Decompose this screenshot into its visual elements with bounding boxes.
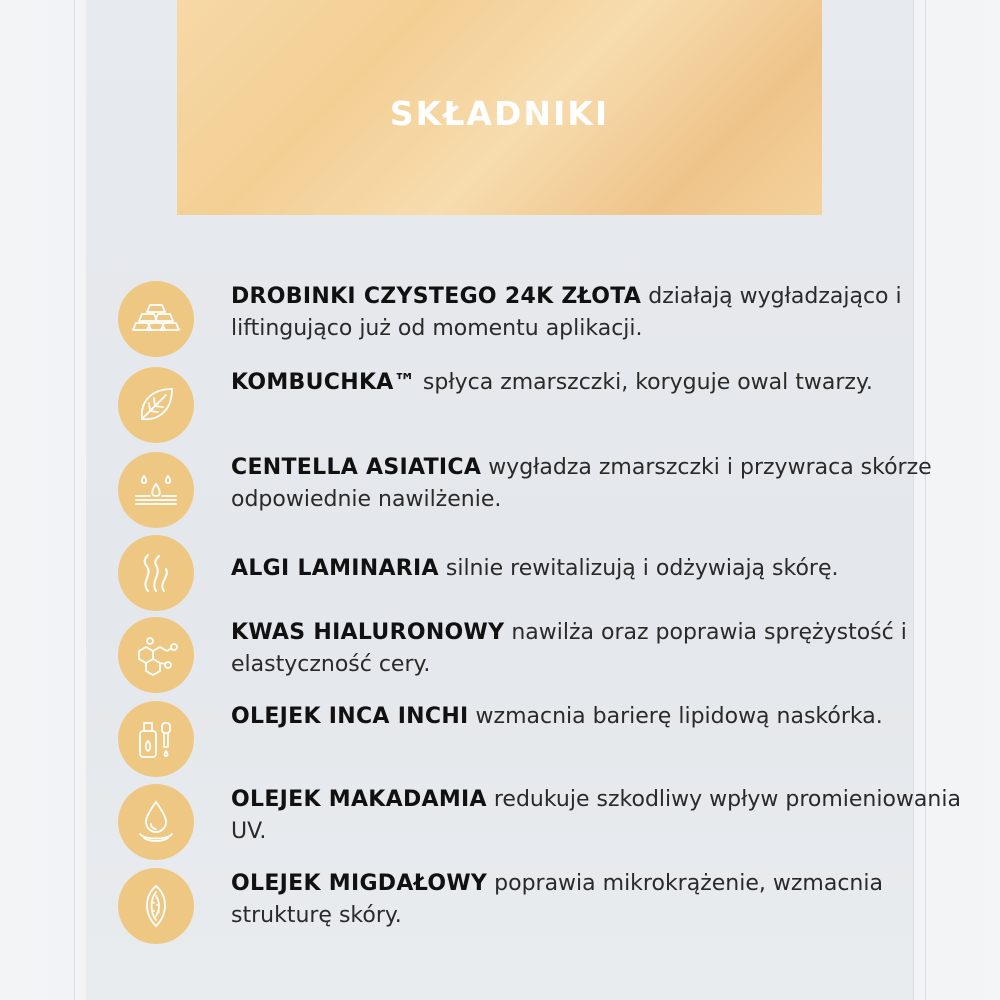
ingredient-name: OLEJEK INCA INCHI — [231, 704, 469, 729]
ingredient-name: OLEJEK MAKADAMIA — [231, 787, 487, 812]
ingredient-description: wzmacnia barierę lipidową naskórka. — [475, 704, 883, 729]
page-title: SKŁADNIKI — [389, 94, 610, 133]
ingredient-description: redukuje szkodliwy wpływ promieniowania UV. — [231, 787, 961, 844]
ingredient-text — [231, 553, 961, 585]
ingredient-name: DROBINKI CZYSTEGO 24K ZŁOTA — [231, 284, 642, 309]
ingredient-description: nawilża oraz poprawia sprężystość i elastyczność cery. — [231, 620, 907, 677]
almond-icon — [118, 868, 194, 944]
frame-line-left-outer — [74, 0, 75, 1000]
algae-icon — [118, 535, 194, 611]
ingredient-text — [231, 281, 961, 345]
ingredient-item-inca-inchi — [118, 701, 978, 781]
ingredient-item-algae — [118, 535, 978, 615]
ingredient-description: spłyca zmarszczki, koryguje owal twarzy. — [422, 370, 873, 395]
ingredient-item-macadamia — [118, 784, 978, 864]
ingredient-name: KWAS HIALURONOWY — [231, 620, 505, 645]
ingredient-item-centella — [118, 452, 978, 532]
ingredient-text — [231, 367, 961, 399]
ingredient-description: działają wygładzająco i liftingująco już od momentu aplikacji. — [231, 284, 902, 341]
ingredient-description: wygładza zmarszczki i przywraca skórze odpowiednie nawilżenie. — [231, 455, 932, 512]
water-drops-icon — [118, 452, 194, 528]
molecule-icon — [118, 617, 194, 693]
ingredient-item-gold — [118, 281, 978, 361]
ingredient-name: ALGI LAMINARIA — [231, 556, 439, 581]
leaf-icon — [118, 367, 194, 443]
ingredient-item-kombucha — [118, 367, 978, 447]
ingredient-text — [231, 784, 961, 848]
ingredient-description: silnie rewitalizują i odżywiają skórę. — [445, 556, 839, 581]
oil-bottle-icon — [118, 701, 194, 777]
ingredient-text — [231, 452, 961, 516]
gold-bars-icon — [118, 281, 194, 357]
ingredient-name: KOMBUCHKA™ — [231, 370, 416, 395]
ingredient-item-hyaluronic — [118, 617, 978, 697]
ingredient-name: CENTELLA ASIATICA — [231, 455, 482, 480]
ingredient-text — [231, 868, 961, 932]
ingredient-name: OLEJEK MIGDAŁOWY — [231, 871, 488, 896]
ingredient-text — [231, 617, 961, 681]
ingredient-item-almond — [118, 868, 978, 948]
ingredient-text — [231, 701, 961, 733]
ingredient-description: poprawia mikrokrążenie, wzmacnia strukturę skóry. — [231, 871, 883, 928]
oil-drop-icon — [118, 784, 194, 860]
header-banner — [177, 0, 822, 215]
